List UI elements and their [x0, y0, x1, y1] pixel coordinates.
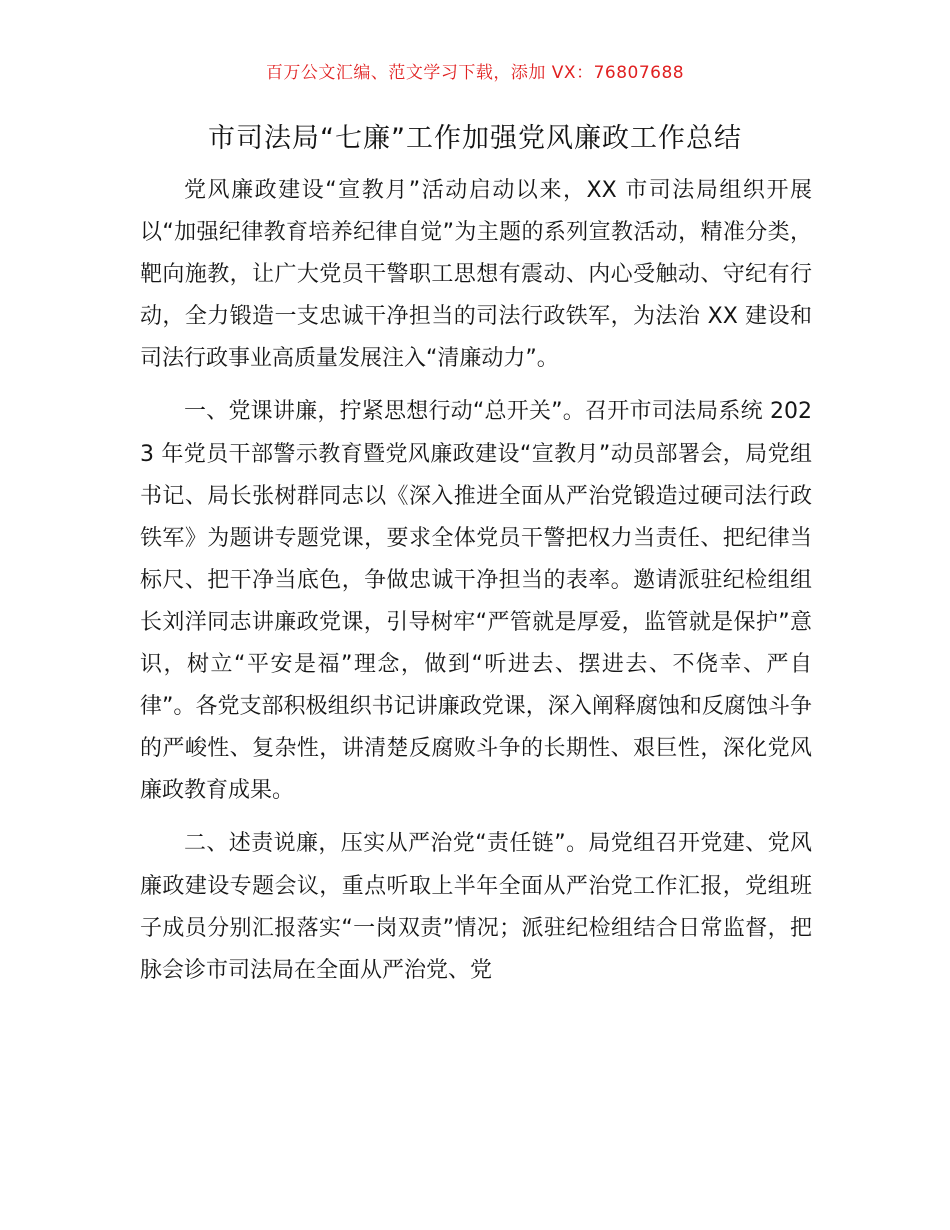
paragraph-section-2: 二、述责说廉，压实从严治党“责任链”。局党组召开党建、党风廉政建设专题会议，重点听取上半年全面从严治党工作汇报，党组班子成员分别汇报落实“一岗双责”情况；派驻纪检组结合日常监督，把脉会诊市司法局在全面从严治党、党	[140, 831, 812, 983]
watermark-header: 百万公文汇编、范文学习下载，添加 VX：76807688	[265, 63, 685, 83]
document-body	[140, 170, 812, 1003]
paragraph-intro: 党风廉政建设“宣教月”活动启动以来，XX 市司法局组织开展以“加强纪律教育培养纪律自觉”为主题的系列宣教活动，精准分类，靶向施教，让广大党员干警职工思想有震动、内心受触动、守纪有行动，全力锻造一支忠诚干净担当的司法行政铁军，为法治 XX 建设和司法行政事业高质量发展注入“清廉动力”。	[140, 178, 812, 372]
paragraph-section-1: 一、党课讲廉，拧紧思想行动“总开关”。召开市司法局系统 2023 年党员干部警示教育暨党风廉政建设“宣教月”动员部署会，局党组书记、局长张树群同志以《深入推进全面从严治党锻造过硬司法行政铁军》为题讲专题党课，要求全体党员干警把权力当责任、把纪律当标尺、把干净当底色，争做忠诚干净担当的表率。邀请派驻纪检组组长刘洋同志讲廉政党课，引导树牢“严管就是厚爱，监管就是保护”意识，树立“平安是福”理念，做到“听进去、摆进去、不侥幸、严自律”。各党支部积极组织书记讲廉政党课，深入阐释腐蚀和反腐蚀斗争的严峻性、复杂性，讲清楚反腐败斗争的长期性、艰巨性，深化党风廉政教育成果。	[140, 399, 812, 804]
document-title: 市司法局“七廉”工作加强党风廉政工作总结	[208, 123, 742, 154]
